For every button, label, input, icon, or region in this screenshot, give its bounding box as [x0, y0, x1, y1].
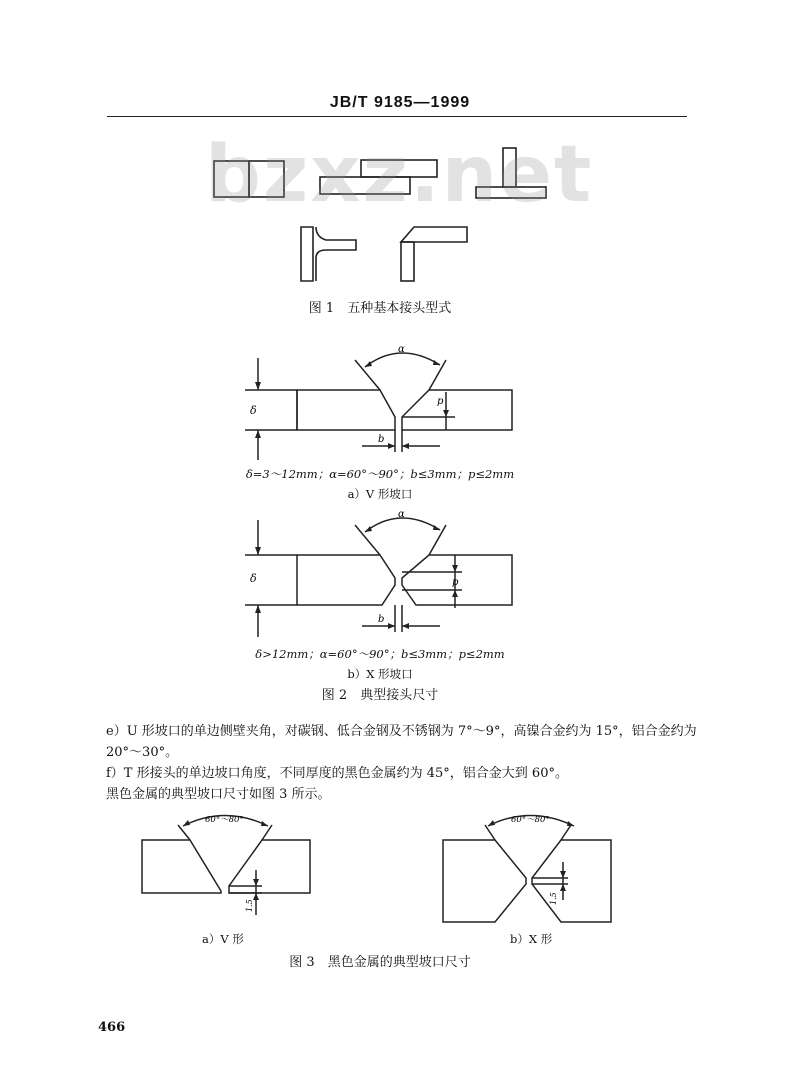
watermark: bzxz.net: [205, 130, 594, 220]
right-plate: [532, 840, 611, 922]
figure2a-label: a）V 形坡口: [347, 487, 413, 501]
delta-label: δ: [250, 404, 257, 417]
p-label: p: [452, 577, 459, 588]
para-g: 黑色金属的典型坡口尺寸如图 3 所示。: [106, 787, 331, 802]
para-e-line2: 20°～30°。: [106, 745, 179, 760]
figure2b-formula: δ>12mm；α=60°～90°；b≤3mm；p≤2mm: [255, 647, 505, 661]
figure2a-formula: δ=3～12mm；α=60°～90°；b≤3mm；p≤2mm: [245, 467, 515, 481]
figure3a-label: a）V 形: [202, 932, 244, 946]
angle-label: 60°～80°: [511, 815, 550, 825]
para-f: f）T 形接头的单边坡口角度，不同厚度的黑色金属约为 45°，铝合金大到 60°。: [106, 766, 568, 781]
thickness-label: 1.5: [245, 899, 254, 912]
figure1-caption: 图 1 五种基本接头型式: [308, 301, 452, 316]
page-number: 466: [98, 1020, 126, 1035]
thickness-label: 1.5: [549, 892, 558, 905]
delta-label: δ: [250, 572, 257, 585]
figure3-caption: 图 3 黑色金属的典型坡口尺寸: [289, 955, 471, 970]
alpha-label: α: [398, 344, 405, 355]
figure2b-label: b）X 形坡口: [347, 667, 413, 681]
figure2-caption: 图 2 典型接头尺寸: [321, 688, 439, 703]
standard-code: JB/T 9185—1999: [329, 94, 471, 111]
p-label: p: [437, 396, 444, 407]
b-label: b: [378, 614, 385, 625]
para-e-line1: e）U 形坡口的单边侧壁夹角，对碳钢、低合金钢及不锈钢为 7°～9°，高镍合金约为 15°，铝合金约为: [106, 724, 697, 739]
alpha-label: α: [398, 509, 405, 520]
b-label: b: [378, 434, 385, 445]
left-plate: [443, 840, 526, 922]
figure3b-label: b）X 形: [510, 932, 553, 946]
angle-label: 60°～80°: [205, 815, 244, 825]
